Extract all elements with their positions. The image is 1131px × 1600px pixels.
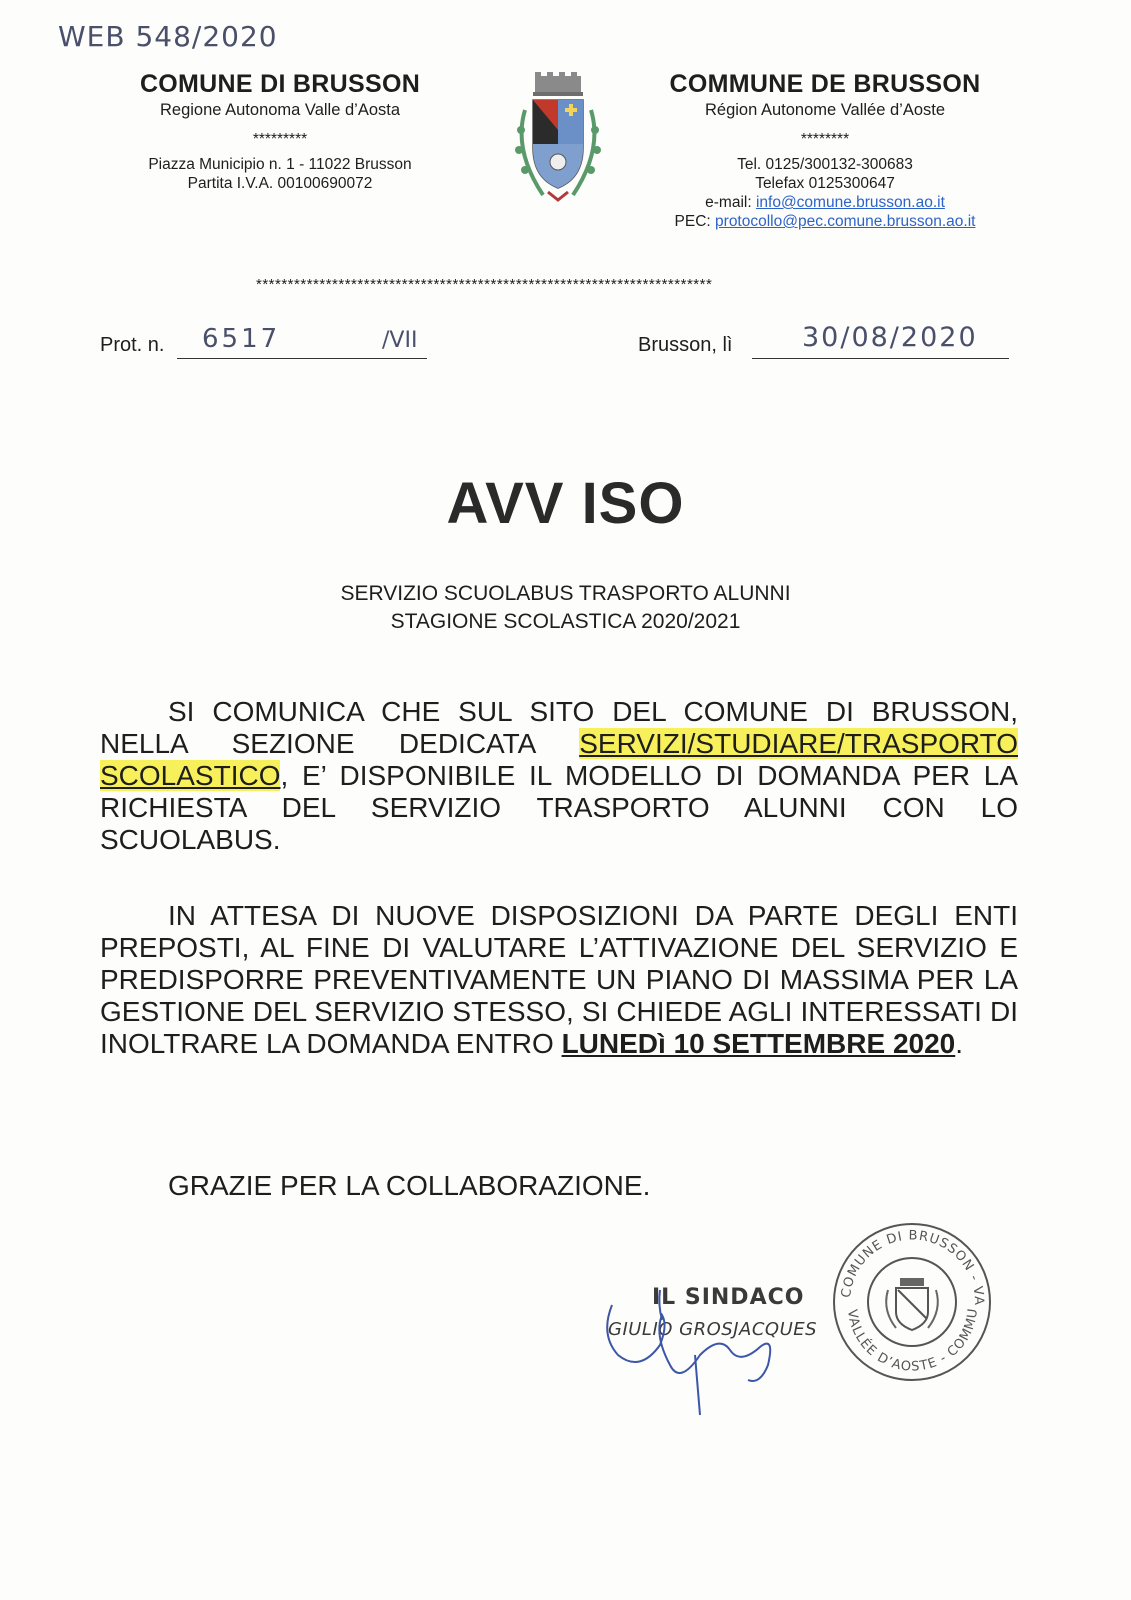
right-header-fax: Telefax 0125300647: [755, 175, 895, 192]
left-header-vat: Partita I.V.A. 00100690072: [187, 175, 373, 192]
left-header: [120, 70, 440, 193]
paragraph-1-text-a: SI COMUNICA CHE SUL SITO DEL COMUNE DI BRUSSON, NELLA SEZIONE DEDICATA: [100, 696, 1018, 759]
left-header-region: Regione Autonoma Valle d’Aosta: [159, 101, 401, 119]
signature-name: GIULIO GROSJACQUES: [608, 1319, 818, 1340]
right-header-tel: Tel. 0125/300132-300683: [737, 156, 913, 173]
paragraph-1: [100, 696, 1018, 856]
email-link[interactable]: info@comune.brusson.ao.it: [755, 194, 945, 211]
coat-of-arms-icon: [503, 70, 613, 210]
closing-text: GRAZIE PER LA COLLABORAZIONE.: [168, 1170, 651, 1201]
right-header-title: COMMUNE DE BRUSSON: [669, 70, 981, 98]
stamp-top-text: COMUNE DI BRUSSON - VA: [839, 1228, 987, 1307]
protocol-number-handwritten: 6517: [202, 324, 281, 354]
subtitle-line-2: STAGIONE SCOLASTICA 2020/2021: [390, 610, 741, 633]
paragraph-2-text-b: .: [955, 1028, 964, 1059]
notice-subtitle: [0, 580, 1131, 636]
official-stamp: [830, 1220, 995, 1385]
date-field: [752, 322, 1009, 359]
paragraph-2-deadline: LUNEDì 10 SETTEMBRE 2020: [561, 1028, 956, 1059]
header-separator: ************************************************************************: [256, 276, 713, 293]
pec-label: PEC:: [674, 213, 711, 230]
place-date-label: Brusson, lì: [638, 334, 733, 356]
paragraph-2: [100, 900, 1018, 1060]
handwritten-web-annotation: WEB 548/2020: [58, 20, 278, 53]
pec-link[interactable]: protocollo@pec.comune.brusson.ao.it: [715, 213, 976, 230]
right-header-email-line: [640, 193, 1010, 212]
subtitle-line-1: SERVIZIO SCUOLABUS TRASPORTO ALUNNI: [340, 582, 791, 605]
right-header-region: Région Autonome Vallée d’Aoste: [704, 101, 946, 119]
signature-block: [600, 1285, 860, 1425]
right-header: [640, 70, 1010, 231]
left-header-title: COMUNE DI BRUSSON: [139, 70, 421, 98]
paragraph-1-highlighted-path: SERVIZI/STUDIARE/TRASPORTO SCOLASTICO: [100, 728, 1018, 791]
stamp-bottom-text: VALLÉE D’AOSTE - COMMU: [844, 1307, 982, 1375]
left-header-stars: *********: [252, 131, 308, 148]
svg-text:COMUNE DI BRUSSON - VALLE D’AO: [830, 1220, 986, 1306]
protocol-suffix-handwritten: /VII: [382, 328, 418, 353]
date-handwritten: 30/08/2020: [802, 322, 978, 353]
left-header-address: Piazza Municipio n. 1 - 11022 Brusson: [148, 156, 412, 173]
protocol-number-field: [177, 324, 427, 359]
right-header-pec-line: [640, 212, 1010, 231]
email-label: e-mail:: [705, 194, 752, 211]
signature-role: IL SINDACO: [652, 1285, 805, 1310]
protocol-label: Prot. n.: [100, 334, 165, 356]
notice-title: AVV ISO: [446, 471, 685, 536]
paragraph-1-text-b: , E’ DISPONIBILE IL MODELLO DI DOMANDA PER LA RICHIESTA DEL SERVIZIO TRASPORTO ALUNNI CON LO SCUOLABUS.: [100, 760, 1018, 855]
handwritten-signature: [600, 1285, 860, 1425]
right-header-stars: ********: [800, 131, 850, 148]
paragraph-2-text-a: IN ATTESA DI NUOVE DISPOSIZIONI DA PARTE DEGLI ENTI PREPOSTI, AL FINE DI VALUTARE L’ATTIVAZIONE DEL SERVIZIO E PREDISPORRE PREVENTIVAMENTE UN PIANO DI MASSIMA PER LA GESTIONE DEL SERVIZIO STESSO, SI CHIEDE AGLI INTERESSATI DI INOLTRARE LA DOMANDA ENTRO: [100, 900, 1018, 1059]
